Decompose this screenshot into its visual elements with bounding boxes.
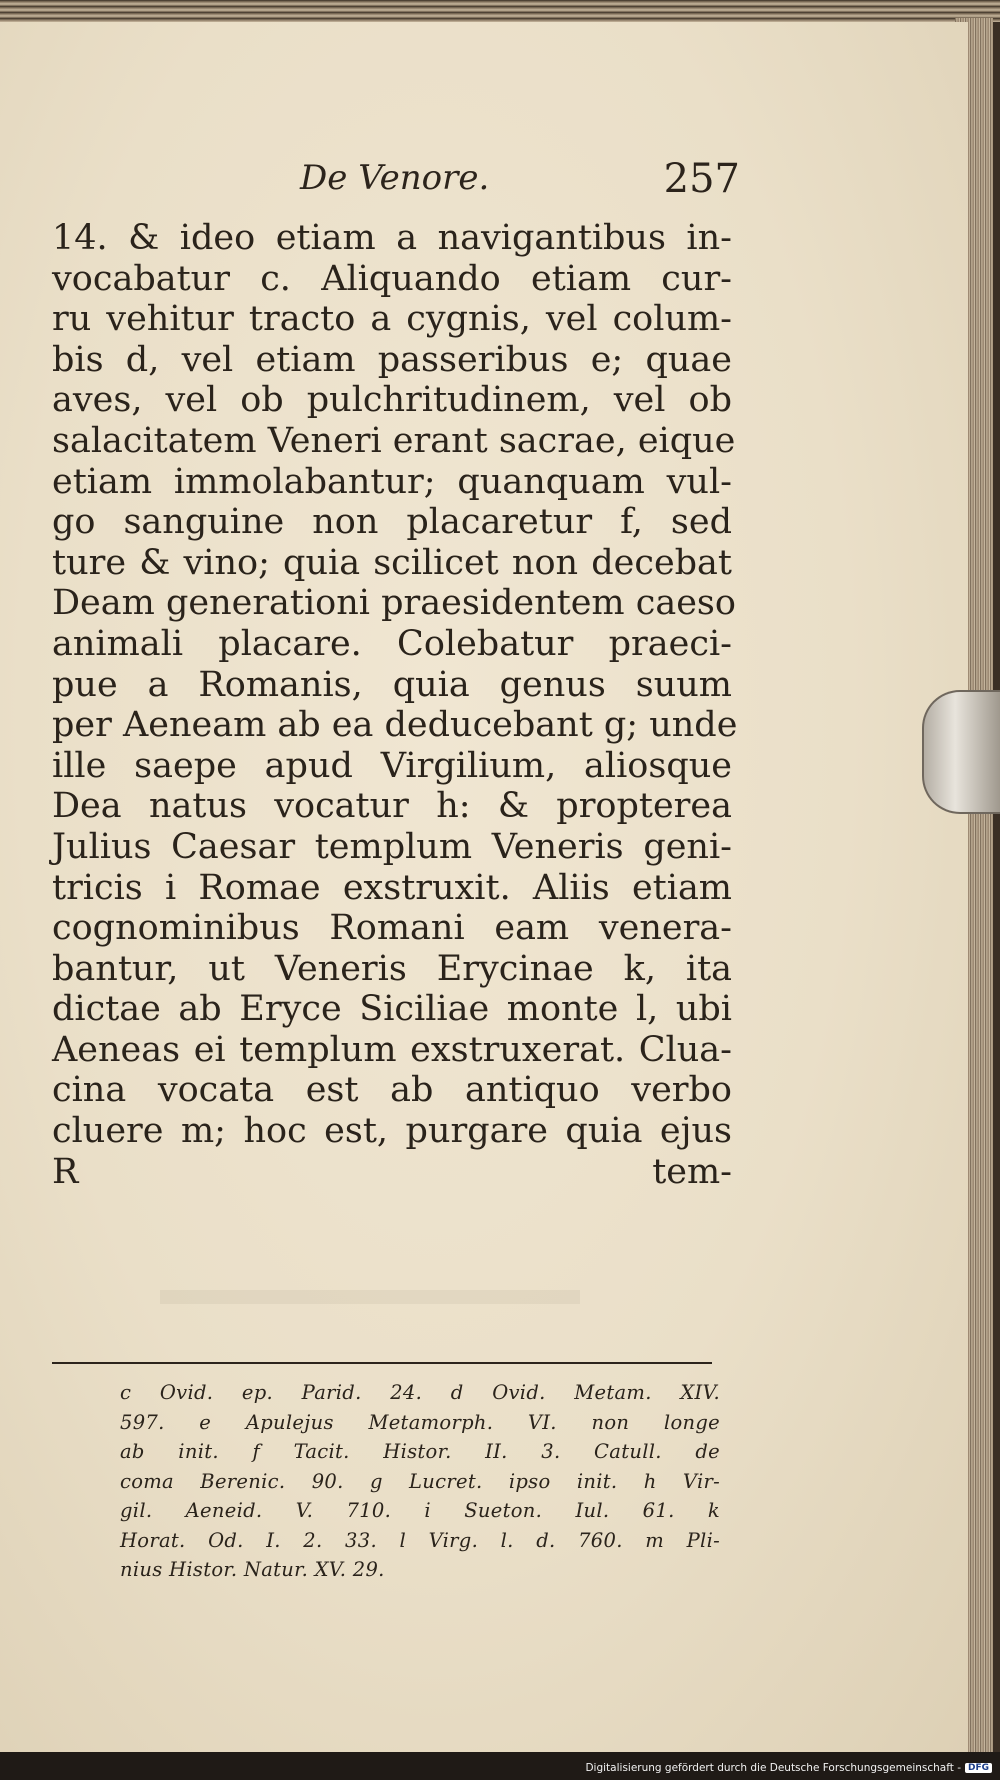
credit-text: Digitalisierung gefördert durch die Deutsche Forschungsgemeinschaft -	[585, 1762, 961, 1774]
page-clip	[922, 690, 1000, 814]
text-line: etiam immolabantur; quanquam vul-	[52, 461, 732, 502]
text-line: dictae ab Eryce Siciliae monte l, ubi	[52, 989, 732, 1030]
footnotes	[120, 1378, 720, 1585]
text-line: ture & vino; quia scilicet non decebat	[52, 542, 732, 583]
text-line: vocabatur c. Aliquando etiam cur-	[52, 258, 732, 299]
page-number: 257	[663, 156, 740, 202]
credit-line	[585, 1762, 992, 1774]
credit-bar	[0, 1752, 1000, 1780]
footnote-line: c Ovid. ep. Parid. 24. d Ovid. Metam. XIV.	[120, 1381, 720, 1404]
text-line: Julius Caesar templum Veneris geni-	[52, 826, 732, 867]
page-header	[60, 158, 740, 218]
footnote-line: Horat. Od. I. 2. 33. l Virg. l. d. 760. m Pli-	[120, 1528, 720, 1552]
footnote-line: gil. Aeneid. V. 710. i Sueton. Iul. 61. k	[120, 1499, 720, 1522]
footnote-line: ab init. f Tacit. Histor. II. 3. Catull. de	[120, 1440, 720, 1463]
text-line: animali placare. Colebatur praeci-	[52, 623, 732, 664]
text-line: tricis i Romae exstruxit. Aliis etiam	[52, 867, 732, 908]
text-line-catchword: R tem-	[52, 1151, 732, 1192]
text-line: Dea natus vocatur h: & propterea	[52, 786, 732, 827]
body-text	[52, 218, 738, 1192]
text-line: go sanguine non placaretur f, sed	[52, 502, 732, 543]
text-line: Aeneas ei templum exstruxerat. Clua-	[52, 1029, 732, 1070]
book-top-edge	[0, 0, 1000, 22]
text-line: pue a Romanis, quia genus suum	[52, 664, 732, 705]
text-line: ille saepe apud Virgilium, aliosque	[52, 745, 732, 786]
text-line: bantur, ut Veneris Erycinae k, ita	[52, 948, 732, 989]
text-line: cina vocata est ab antiquo verbo	[52, 1070, 732, 1111]
text-line: bis d, vel etiam passeribus e; quae	[52, 339, 732, 380]
text-line: 14. & ideo etiam a navigantibus in-	[52, 218, 732, 258]
text-line: cluere m; hoc est, purgare quia ejus	[52, 1111, 732, 1152]
show-through-text	[160, 1290, 580, 1304]
text-line: per Aeneam ab ea deducebant g; unde	[52, 705, 738, 746]
footnote-line: 597. e Apulejus Metamorph. VI. non longe	[120, 1410, 720, 1434]
text-line: cognominibus Romani eam venera-	[52, 908, 732, 949]
running-title: De Venore.	[300, 158, 490, 198]
text-line: aves, vel ob pulchritudinem, vel ob	[52, 380, 732, 421]
text-line: Deam generationi praesidentem caeso	[52, 583, 736, 624]
footnote-line-last: nius Histor. Natur. XV. 29.	[120, 1558, 385, 1581]
footnote-rule	[52, 1362, 712, 1364]
dfg-logo: DFG	[965, 1763, 992, 1773]
footnote-line: coma Berenic. 90. g Lucret. ipso init. h Vir-	[120, 1469, 720, 1493]
text-line: salacitatem Veneri erant sacrae, eique	[52, 420, 736, 461]
text-line: ru vehitur tracto a cygnis, vel colum-	[52, 299, 732, 340]
